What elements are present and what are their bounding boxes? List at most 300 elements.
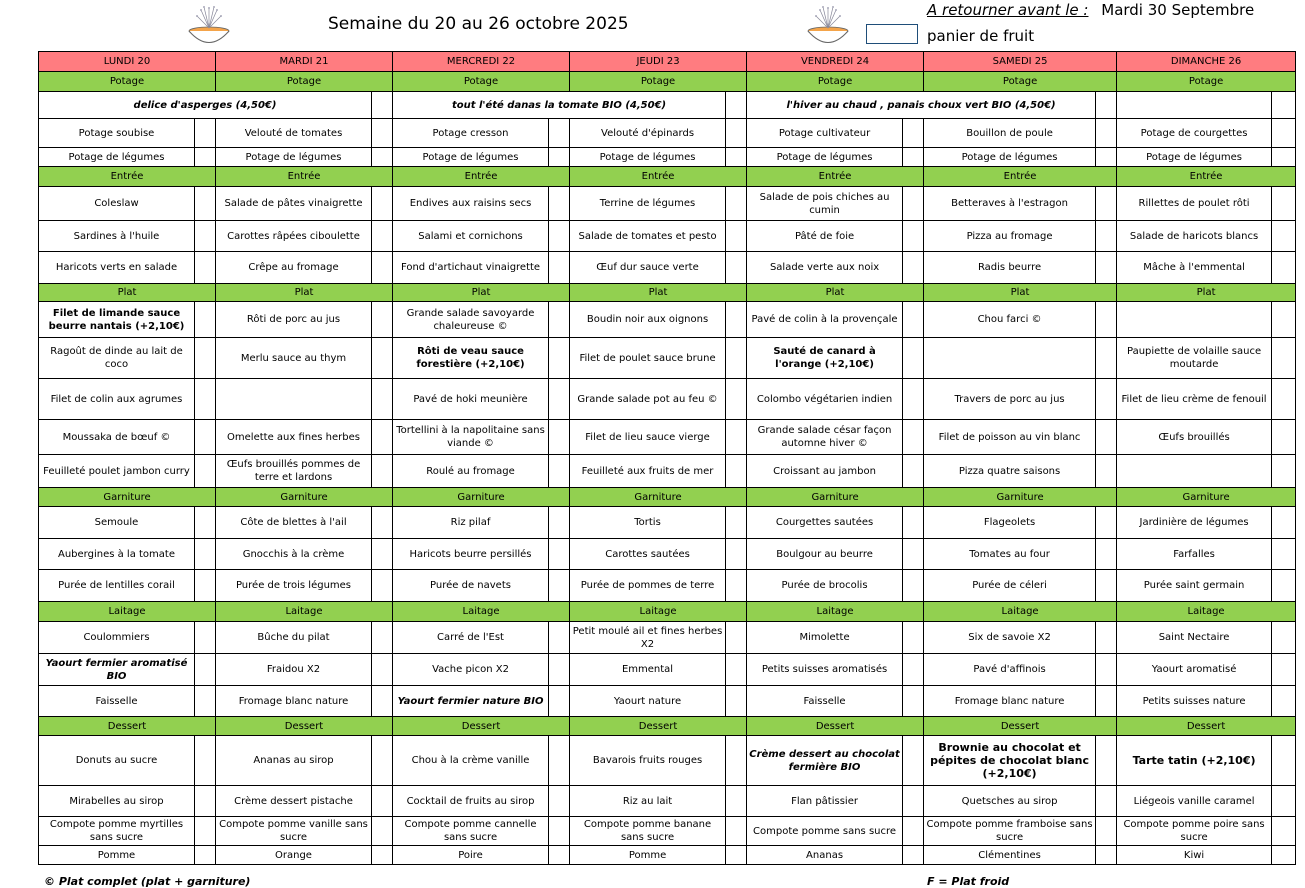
- menu-row: [39, 221, 1296, 252]
- order-cell[interactable]: [549, 686, 570, 717]
- order-cell[interactable]: [1272, 570, 1296, 602]
- order-cell[interactable]: [1096, 338, 1117, 379]
- order-cell[interactable]: [372, 252, 393, 284]
- day-header: MERCREDI 22: [393, 52, 570, 72]
- soup-bowl-icon: [806, 4, 850, 44]
- order-cell[interactable]: [549, 148, 570, 167]
- order-cell[interactable]: [195, 455, 216, 488]
- order-cell[interactable]: [903, 221, 924, 252]
- order-cell[interactable]: [195, 420, 216, 455]
- order-cell[interactable]: [1272, 302, 1296, 338]
- order-cell[interactable]: [549, 221, 570, 252]
- order-cell[interactable]: [1096, 455, 1117, 488]
- menu-item: Purée de brocolis: [747, 570, 903, 602]
- section-label: Entrée: [39, 167, 216, 187]
- section-label: Plat: [393, 284, 570, 302]
- order-cell[interactable]: [549, 786, 570, 817]
- menu-row: [39, 302, 1296, 338]
- section-label: Garniture: [570, 488, 747, 507]
- menu-item: Potage soubise: [39, 119, 195, 148]
- order-cell[interactable]: [726, 338, 747, 379]
- order-cell[interactable]: [726, 187, 747, 221]
- section-label: Potage: [39, 72, 216, 92]
- order-cell[interactable]: [903, 817, 924, 846]
- menu-item: Crème dessert pistache: [216, 786, 372, 817]
- menu-item: Boudin noir aux oignons: [570, 302, 726, 338]
- menu-row: [39, 654, 1296, 686]
- order-cell[interactable]: [903, 539, 924, 570]
- order-cell[interactable]: [1096, 654, 1117, 686]
- order-cell[interactable]: [549, 302, 570, 338]
- order-cell[interactable]: [726, 92, 747, 119]
- menu-row: [39, 252, 1296, 284]
- menu-item: Haricots beurre persillés: [393, 539, 549, 570]
- menu-item: Crème dessert au chocolat fermière BIO: [747, 736, 903, 786]
- section-row: [39, 284, 1296, 302]
- menu-item: Jardinière de légumes: [1117, 507, 1272, 539]
- special-row: [39, 92, 1296, 119]
- order-cell[interactable]: [372, 654, 393, 686]
- section-label: Dessert: [570, 717, 747, 736]
- order-cell[interactable]: [903, 119, 924, 148]
- order-cell[interactable]: [726, 622, 747, 654]
- menu-item: Compote pomme vanille sans sucre: [216, 817, 372, 846]
- order-cell[interactable]: [1272, 622, 1296, 654]
- menu-item: Potage cresson: [393, 119, 549, 148]
- section-label: Garniture: [1117, 488, 1296, 507]
- section-row: [39, 488, 1296, 507]
- order-cell[interactable]: [903, 570, 924, 602]
- order-cell[interactable]: [195, 507, 216, 539]
- menu-row: [39, 846, 1296, 865]
- order-cell[interactable]: [372, 187, 393, 221]
- order-cell[interactable]: [372, 786, 393, 817]
- section-label: Plat: [39, 284, 216, 302]
- menu-row: [39, 379, 1296, 420]
- order-cell[interactable]: [549, 252, 570, 284]
- order-cell[interactable]: [1272, 221, 1296, 252]
- menu-item: Haricots verts en salade: [39, 252, 195, 284]
- menu-item: Fromage blanc nature: [216, 686, 372, 717]
- order-cell[interactable]: [195, 686, 216, 717]
- order-cell[interactable]: [726, 539, 747, 570]
- menu-item: Tortellini à la napolitaine sans viande ©: [393, 420, 549, 455]
- order-cell[interactable]: [1096, 119, 1117, 148]
- menu-item: [924, 338, 1096, 379]
- menu-item: Pavé d'affinois: [924, 654, 1096, 686]
- section-label: Laitage: [747, 602, 924, 622]
- order-cell[interactable]: [903, 736, 924, 786]
- order-cell[interactable]: [372, 148, 393, 167]
- menu-row: [39, 817, 1296, 846]
- order-cell[interactable]: [195, 187, 216, 221]
- order-cell[interactable]: [1096, 221, 1117, 252]
- order-cell[interactable]: [195, 302, 216, 338]
- order-cell[interactable]: [549, 187, 570, 221]
- section-label: Laitage: [39, 602, 216, 622]
- order-cell[interactable]: [1272, 119, 1296, 148]
- order-cell[interactable]: [1096, 622, 1117, 654]
- order-cell[interactable]: [372, 302, 393, 338]
- menu-item: Flan pâtissier: [747, 786, 903, 817]
- menu-item: Ananas au sirop: [216, 736, 372, 786]
- order-cell[interactable]: [726, 302, 747, 338]
- menu-item: Grande salade savoyarde chaleureuse ©: [393, 302, 549, 338]
- menu-item: [1117, 302, 1272, 338]
- menu-item: Potage de légumes: [216, 148, 372, 167]
- section-row: [39, 167, 1296, 187]
- section-label: Dessert: [747, 717, 924, 736]
- order-cell[interactable]: [903, 507, 924, 539]
- order-cell[interactable]: [549, 570, 570, 602]
- menu-item: Endives aux raisins secs: [393, 187, 549, 221]
- menu-row: [39, 570, 1296, 602]
- order-cell[interactable]: [549, 736, 570, 786]
- menu-item: Flageolets: [924, 507, 1096, 539]
- section-label: Garniture: [393, 488, 570, 507]
- order-cell[interactable]: [549, 338, 570, 379]
- section-label: Entrée: [216, 167, 393, 187]
- order-cell[interactable]: [549, 846, 570, 865]
- order-cell[interactable]: [1096, 539, 1117, 570]
- order-cell[interactable]: [1272, 420, 1296, 455]
- order-cell[interactable]: [903, 379, 924, 420]
- days-header-row: [39, 52, 1296, 72]
- order-cell[interactable]: [1096, 736, 1117, 786]
- order-cell[interactable]: [549, 379, 570, 420]
- order-cell[interactable]: [903, 686, 924, 717]
- order-cell[interactable]: [903, 455, 924, 488]
- menu-item: Yaourt aromatisé: [1117, 654, 1272, 686]
- menu-item: Œufs brouillés: [1117, 420, 1272, 455]
- order-cell[interactable]: [549, 119, 570, 148]
- order-cell[interactable]: [726, 846, 747, 865]
- order-cell[interactable]: [1272, 654, 1296, 686]
- menu-item: Clémentines: [924, 846, 1096, 865]
- order-cell[interactable]: [1272, 379, 1296, 420]
- fruit-basket-label: panier de fruit: [927, 27, 1035, 45]
- order-cell[interactable]: [372, 119, 393, 148]
- order-cell[interactable]: [1272, 686, 1296, 717]
- order-cell[interactable]: [195, 119, 216, 148]
- order-cell[interactable]: [195, 736, 216, 786]
- order-cell[interactable]: [1096, 570, 1117, 602]
- section-label: Garniture: [39, 488, 216, 507]
- menu-item: Compote pomme myrtilles sans sucre: [39, 817, 195, 846]
- menu-item: Salade de pâtes vinaigrette: [216, 187, 372, 221]
- order-cell[interactable]: [1272, 507, 1296, 539]
- menu-item: Cocktail de fruits au sirop: [393, 786, 549, 817]
- menu-item: Mâche à l'emmental: [1117, 252, 1272, 284]
- return-deadline: [927, 1, 1254, 19]
- menu-item: Velouté d'épinards: [570, 119, 726, 148]
- menu-item: Œufs brouillés pommes de terre et lardons: [216, 455, 372, 488]
- order-cell[interactable]: [1096, 786, 1117, 817]
- menu-item: Potage de légumes: [570, 148, 726, 167]
- order-cell[interactable]: [903, 338, 924, 379]
- day-header: JEUDI 23: [570, 52, 747, 72]
- order-cell[interactable]: [726, 455, 747, 488]
- order-cell[interactable]: [903, 148, 924, 167]
- menu-item: Purée de céleri: [924, 570, 1096, 602]
- menu-item: Petits suisses aromatisés: [747, 654, 903, 686]
- menu-item: Yaourt fermier nature BIO: [393, 686, 549, 717]
- menu-item: Yaourt fermier aromatisé BIO: [39, 654, 195, 686]
- menu-item: Filet de colin aux agrumes: [39, 379, 195, 420]
- order-cell[interactable]: [549, 539, 570, 570]
- order-cell[interactable]: [1272, 817, 1296, 846]
- order-cell[interactable]: [1096, 302, 1117, 338]
- section-label: Potage: [924, 72, 1117, 92]
- order-cell[interactable]: [903, 786, 924, 817]
- menu-item: Compote pomme framboise sans sucre: [924, 817, 1096, 846]
- day-header: SAMEDI 25: [924, 52, 1117, 72]
- section-label: Laitage: [1117, 602, 1296, 622]
- menu-item: Saint Nectaire: [1117, 622, 1272, 654]
- menu-item: Colombo végétarien indien: [747, 379, 903, 420]
- order-cell[interactable]: [372, 846, 393, 865]
- order-cell[interactable]: [903, 420, 924, 455]
- order-cell[interactable]: [372, 92, 393, 119]
- day-header: VENDREDI 24: [747, 52, 924, 72]
- order-cell[interactable]: [372, 221, 393, 252]
- order-cell[interactable]: [195, 654, 216, 686]
- menu-item: Riz au lait: [570, 786, 726, 817]
- menu-row: [39, 455, 1296, 488]
- order-cell[interactable]: [372, 455, 393, 488]
- menu-item: Fromage blanc nature: [924, 686, 1096, 717]
- order-cell[interactable]: [726, 420, 747, 455]
- order-cell[interactable]: [1272, 187, 1296, 221]
- menu-item: Potage de légumes: [393, 148, 549, 167]
- order-cell[interactable]: [903, 187, 924, 221]
- order-cell[interactable]: [1272, 92, 1296, 119]
- order-cell[interactable]: [195, 570, 216, 602]
- order-cell[interactable]: [903, 846, 924, 865]
- menu-item: Chou farci ©: [924, 302, 1096, 338]
- order-cell[interactable]: [195, 252, 216, 284]
- order-cell[interactable]: [1272, 846, 1296, 865]
- section-label: Entrée: [1117, 167, 1296, 187]
- order-cell[interactable]: [726, 221, 747, 252]
- menu-item: Potage cultivateur: [747, 119, 903, 148]
- menu-item: Tortis: [570, 507, 726, 539]
- order-cell[interactable]: [726, 379, 747, 420]
- order-cell[interactable]: [372, 507, 393, 539]
- special-soup: delice d'asperges (4,50€): [39, 92, 372, 119]
- soup-bowl-icon: [187, 4, 231, 44]
- menu-item: Œuf dur sauce verte: [570, 252, 726, 284]
- order-cell[interactable]: [195, 817, 216, 846]
- order-cell[interactable]: [195, 379, 216, 420]
- menu-item: Salade de haricots blancs: [1117, 221, 1272, 252]
- menu-item: Salade de pois chiches au cumin: [747, 187, 903, 221]
- menu-item: Travers de porc au jus: [924, 379, 1096, 420]
- order-cell[interactable]: [726, 507, 747, 539]
- order-cell[interactable]: [195, 622, 216, 654]
- menu-item: Purée de trois légumes: [216, 570, 372, 602]
- order-cell[interactable]: [1272, 539, 1296, 570]
- order-cell[interactable]: [549, 455, 570, 488]
- order-cell[interactable]: [903, 654, 924, 686]
- menu-item: Poire: [393, 846, 549, 865]
- section-label: Laitage: [216, 602, 393, 622]
- day-header: LUNDI 20: [39, 52, 216, 72]
- order-cell[interactable]: [372, 338, 393, 379]
- menu-item: Boulgour au beurre: [747, 539, 903, 570]
- menu-item: Mimolette: [747, 622, 903, 654]
- section-label: Laitage: [924, 602, 1117, 622]
- order-cell[interactable]: [726, 686, 747, 717]
- menu-item: Potage de courgettes: [1117, 119, 1272, 148]
- menu-item: Mirabelles au sirop: [39, 786, 195, 817]
- menu-item: Pomme: [39, 846, 195, 865]
- menu-row: [39, 187, 1296, 221]
- section-label: Potage: [747, 72, 924, 92]
- menu-item: Terrine de légumes: [570, 187, 726, 221]
- menu-item: Potage de légumes: [1117, 148, 1272, 167]
- order-cell[interactable]: [1096, 379, 1117, 420]
- order-cell[interactable]: [1096, 686, 1117, 717]
- order-cell[interactable]: [726, 817, 747, 846]
- order-cell[interactable]: [1272, 148, 1296, 167]
- section-label: Plat: [924, 284, 1117, 302]
- fruit-basket-checkbox[interactable]: [866, 24, 918, 44]
- menu-item: Chou à la crème vanille: [393, 736, 549, 786]
- menu-item: Filet de poisson au vin blanc: [924, 420, 1096, 455]
- menu-item: Rôti de porc au jus: [216, 302, 372, 338]
- section-label: Entrée: [747, 167, 924, 187]
- order-cell[interactable]: [549, 654, 570, 686]
- order-cell[interactable]: [372, 420, 393, 455]
- order-cell[interactable]: [726, 252, 747, 284]
- order-cell[interactable]: [372, 539, 393, 570]
- order-cell[interactable]: [195, 148, 216, 167]
- menu-row: [39, 622, 1296, 654]
- menu-row: [39, 420, 1296, 455]
- section-label: Garniture: [747, 488, 924, 507]
- menu-item: Croissant au jambon: [747, 455, 903, 488]
- menu-item: Ragoût de dinde au lait de coco: [39, 338, 195, 379]
- menu-item: Orange: [216, 846, 372, 865]
- order-cell[interactable]: [372, 686, 393, 717]
- order-cell[interactable]: [1096, 817, 1117, 846]
- menu-item: Emmental: [570, 654, 726, 686]
- menu-item: [216, 379, 372, 420]
- menu-item: Aubergines à la tomate: [39, 539, 195, 570]
- order-cell[interactable]: [195, 338, 216, 379]
- order-cell[interactable]: [1096, 148, 1117, 167]
- menu-item: Filet de poulet sauce brune: [570, 338, 726, 379]
- order-cell[interactable]: [1096, 507, 1117, 539]
- order-cell[interactable]: [903, 622, 924, 654]
- menu-item: Riz pilaf: [393, 507, 549, 539]
- menu-item: Faisselle: [747, 686, 903, 717]
- weekly-menu-table: [38, 51, 1296, 865]
- menu-item: Radis beurre: [924, 252, 1096, 284]
- menu-item: Salade verte aux noix: [747, 252, 903, 284]
- menu-item: Courgettes sautées: [747, 507, 903, 539]
- menu-item: Pomme: [570, 846, 726, 865]
- menu-item: Moussaka de bœuf ©: [39, 420, 195, 455]
- order-cell[interactable]: [372, 817, 393, 846]
- menu-item: Compote pomme sans sucre: [747, 817, 903, 846]
- menu-item: Pizza quatre saisons: [924, 455, 1096, 488]
- order-cell[interactable]: [903, 252, 924, 284]
- order-cell[interactable]: [726, 786, 747, 817]
- menu-row: [39, 786, 1296, 817]
- menu-item: Grande salade césar façon automne hiver ©: [747, 420, 903, 455]
- menu-row: [39, 148, 1296, 167]
- section-label: Dessert: [216, 717, 393, 736]
- order-cell[interactable]: [195, 539, 216, 570]
- order-cell[interactable]: [549, 420, 570, 455]
- order-cell[interactable]: [726, 570, 747, 602]
- menu-item: Donuts au sucre: [39, 736, 195, 786]
- page-title: Semaine du 20 au 26 octobre 2025: [328, 14, 629, 34]
- section-row: [39, 717, 1296, 736]
- menu-item: Farfalles: [1117, 539, 1272, 570]
- menu-item: Purée saint germain: [1117, 570, 1272, 602]
- order-cell[interactable]: [1096, 187, 1117, 221]
- order-cell[interactable]: [549, 817, 570, 846]
- order-cell[interactable]: [372, 736, 393, 786]
- menu-item: Côte de blettes à l'ail: [216, 507, 372, 539]
- menu-item: Six de savoie X2: [924, 622, 1096, 654]
- order-cell[interactable]: [726, 148, 747, 167]
- order-cell[interactable]: [549, 507, 570, 539]
- order-cell[interactable]: [1096, 420, 1117, 455]
- order-cell[interactable]: [372, 379, 393, 420]
- section-label: Potage: [393, 72, 570, 92]
- order-cell[interactable]: [1272, 252, 1296, 284]
- order-cell[interactable]: [1096, 846, 1117, 865]
- menu-item: Rôti de veau sauce forestière (+2,10€): [393, 338, 549, 379]
- special-soup-empty: [1117, 92, 1272, 119]
- order-cell[interactable]: [726, 736, 747, 786]
- section-label: Entrée: [924, 167, 1117, 187]
- order-cell[interactable]: [726, 119, 747, 148]
- menu-item: Feuilleté poulet jambon curry: [39, 455, 195, 488]
- order-cell[interactable]: [1096, 92, 1117, 119]
- order-cell[interactable]: [195, 786, 216, 817]
- order-cell[interactable]: [195, 846, 216, 865]
- section-label: Laitage: [570, 602, 747, 622]
- order-cell[interactable]: [1272, 786, 1296, 817]
- menu-item: Sauté de canard à l'orange (+2,10€): [747, 338, 903, 379]
- menu-row: [39, 736, 1296, 786]
- order-cell[interactable]: [1096, 252, 1117, 284]
- menu-item: Yaourt nature: [570, 686, 726, 717]
- order-cell[interactable]: [1272, 736, 1296, 786]
- order-cell[interactable]: [372, 570, 393, 602]
- section-label: Entrée: [570, 167, 747, 187]
- order-cell[interactable]: [1272, 338, 1296, 379]
- order-cell[interactable]: [1272, 455, 1296, 488]
- menu-row: [39, 119, 1296, 148]
- menu-item: Fraidou X2: [216, 654, 372, 686]
- order-cell[interactable]: [903, 302, 924, 338]
- menu-item: Compote pomme banane sans sucre: [570, 817, 726, 846]
- order-cell[interactable]: [726, 654, 747, 686]
- order-cell[interactable]: [549, 622, 570, 654]
- menu-item: Coleslaw: [39, 187, 195, 221]
- section-label: Potage: [1117, 72, 1296, 92]
- menu-item: Merlu sauce au thym: [216, 338, 372, 379]
- order-cell[interactable]: [195, 221, 216, 252]
- menu-item: Bouillon de poule: [924, 119, 1096, 148]
- order-cell[interactable]: [372, 622, 393, 654]
